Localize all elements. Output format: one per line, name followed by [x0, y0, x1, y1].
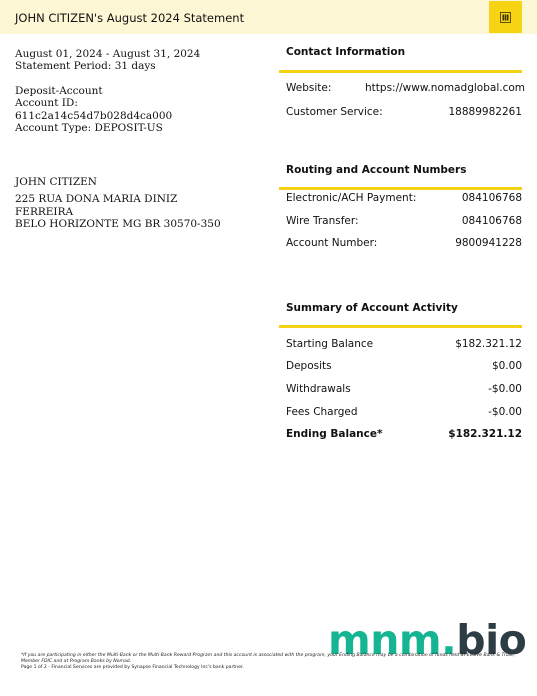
footnote-page: Page 1 of 2 - Financial Services are provided by Synapse Financial Technology Inc's bank partner.	[21, 665, 244, 671]
summary-row	[286, 406, 522, 418]
statement-header	[0, 0, 537, 34]
bank-logo-icon	[500, 12, 511, 23]
account-details-block	[15, 85, 172, 135]
summary-row-label: Fees Charged	[286, 406, 358, 418]
account-id: 611c2a14c54d7b028d4ca000	[15, 109, 173, 122]
account-id-label: Account ID:	[15, 97, 78, 110]
routing-row-label: Account Number:	[286, 237, 378, 249]
routing-row	[286, 192, 522, 204]
statement-period: Statement Period: 31 days	[15, 60, 156, 73]
summary-row-value: $182.321.12	[455, 338, 522, 350]
routing-row-value: 9800941228	[455, 237, 522, 249]
summary-section-title: Summary of Account Activity	[286, 302, 458, 314]
routing-row-value: 084106768	[461, 192, 522, 204]
customer-service-label: Customer Service:	[286, 106, 383, 118]
contact-service-row	[286, 106, 522, 118]
contact-divider	[279, 70, 522, 73]
routing-row-label: Electronic/ACH Payment:	[286, 192, 417, 204]
website-value[interactable]: https://www.nomadglobal.com	[365, 82, 525, 94]
routing-divider	[279, 187, 522, 190]
address-line-2: FERREIRA	[15, 205, 74, 218]
statement-period-block	[15, 48, 200, 73]
bank-logo	[489, 1, 522, 33]
routing-row	[286, 237, 522, 249]
account-name: Deposit-Account	[15, 85, 103, 97]
statement-title: JOHN CITIZEN's August 2024 Statement	[15, 11, 245, 25]
summary-row-value: $0.00	[491, 360, 522, 372]
statement-date-range: August 01, 2024 - August 31, 2024	[15, 48, 201, 60]
routing-row-value: 084106768	[461, 215, 522, 227]
summary-row-label: Withdrawals	[286, 383, 351, 395]
summary-divider	[279, 325, 522, 328]
customer-service-value: 18889982261	[448, 106, 522, 118]
contact-website-row	[286, 82, 525, 94]
summary-row	[286, 360, 522, 372]
account-type: Account Type: DEPOSIT-US	[15, 122, 163, 135]
summary-row	[286, 338, 522, 350]
watermark-part-1: mnm.	[328, 616, 457, 664]
summary-row-label: Starting Balance	[286, 338, 374, 350]
summary-row-value: -$0.00	[488, 383, 522, 395]
statement-footnote	[21, 653, 529, 671]
mailing-address	[15, 176, 221, 231]
watermark-part-2: bio	[456, 616, 527, 664]
customer-name: JOHN CITIZEN	[15, 176, 97, 188]
ending-balance-value: $182.321.12	[448, 428, 522, 440]
routing-row-label: Wire Transfer:	[286, 215, 359, 227]
summary-row	[286, 383, 522, 395]
website-label: Website:	[286, 82, 332, 94]
footnote-disclaimer: *If you are participating in either the Multi-Bank or the Multi-Bank Reward Program and this account is associated with the program, your Ending Balance may be a combination of funds held at Evolve Bank & Trust, Member FDIC and at Program Banks by Nomad.	[21, 653, 515, 664]
summary-row-label: Deposits	[286, 360, 332, 372]
summary-row-value: -$0.00	[488, 406, 522, 418]
summary-ending-balance-row	[286, 428, 522, 440]
ending-balance-label: Ending Balance*	[286, 428, 383, 440]
routing-section-title: Routing and Account Numbers	[286, 164, 467, 176]
address-line-1: 225 RUA DONA MARIA DINIZ	[15, 193, 178, 206]
routing-row	[286, 215, 522, 227]
contact-section-title: Contact Information	[286, 46, 406, 58]
address-line-3: BELO HORIZONTE MG BR 30570-350	[15, 218, 221, 231]
